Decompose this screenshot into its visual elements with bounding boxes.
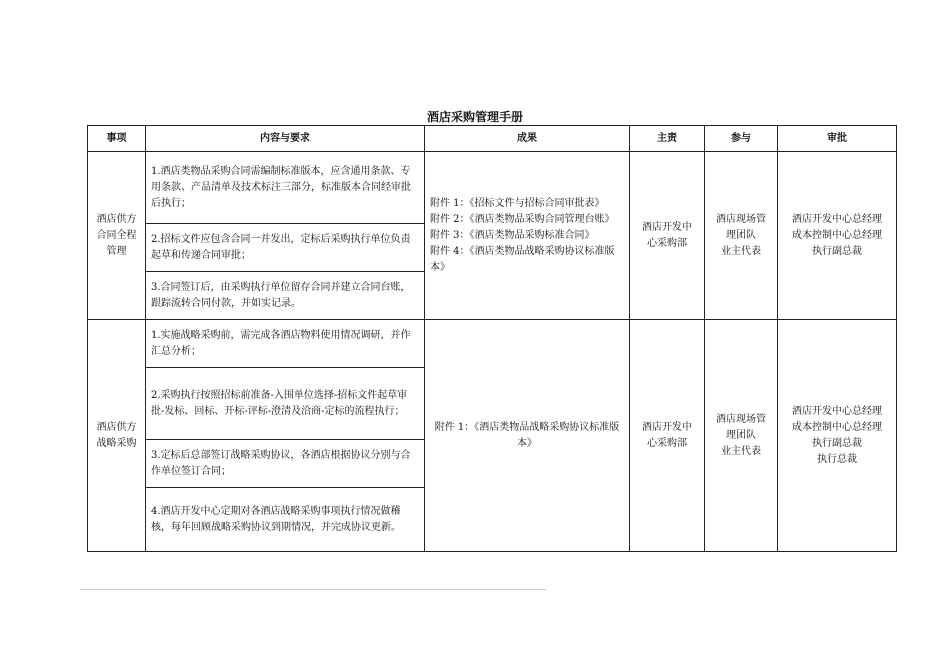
approval-line: 执行总裁: [817, 453, 857, 465]
header-content: 内容与要求: [146, 126, 425, 152]
page-title: 酒店采购管理手册: [426, 110, 523, 124]
table-row: [88, 320, 897, 368]
approval-line: 酒店开发中心总经理: [792, 405, 882, 417]
result-cell: 附件 1：《酒店类物品战略采购协议标准版本》: [425, 320, 630, 552]
requirement-cell: 1.酒店类物品采购合同需编制标准版本，应含通用条款、专用条款、产品清单及技术标注三部分，标准版本合同经审批后执行；: [146, 152, 425, 224]
participant-cell: [705, 152, 778, 320]
item-line: 战略采购: [96, 437, 137, 449]
participant-line: 酒店现场管: [716, 213, 766, 225]
owner-line: 酒店开发中: [642, 421, 692, 433]
requirement-cell: 4.酒店开发中心定期对各酒店战略采购事项执行情况做稽核，每年回顾战略采购协议到期情况，并完成协议更新。: [146, 488, 425, 552]
item-line: 管理: [106, 245, 127, 257]
participant-line: 酒店现场管: [716, 413, 766, 425]
header-result: 成果: [425, 126, 630, 152]
table-row: [88, 152, 897, 224]
participant-line: 业主代表: [721, 245, 761, 257]
requirement-cell: 2.采购执行按照招标前准备-入围单位选择-招标文件起草审批-发标、回标、开标-评标-澄清及洽商-定标的流程执行；: [146, 368, 425, 440]
header-approval: 审批: [778, 126, 897, 152]
attachment-entry: 附件 2：《酒店类物品采购合同管理台账》: [430, 213, 615, 225]
item-line: 酒店供方: [96, 213, 137, 225]
owner-line: 心采购部: [647, 237, 687, 249]
requirement-cell: 3.合同签订后，由采购执行单位留存合同并建立合同台账，跟踪流转合同付款，并如实记录。: [146, 272, 425, 320]
approval-cell: [778, 320, 897, 552]
attachment-entry: 附件 3：《酒店类物品采购标准合同》: [430, 229, 595, 241]
item-cell: [88, 320, 146, 552]
approval-cell: [778, 152, 897, 320]
header-row: [88, 126, 897, 152]
result-cell: [425, 152, 630, 320]
header-owner: 主责: [630, 126, 705, 152]
participant-line: 理团队: [726, 229, 756, 241]
attachment-entry: 附件 1：《招标文件与招标合同审批表》: [430, 197, 605, 209]
item-line: 合同全程: [96, 229, 137, 241]
requirement-cell: 1.实施战略采购前，需完成各酒店物料使用情况调研，并作汇总分析；: [146, 320, 425, 368]
owner-cell: [630, 320, 705, 552]
participant-cell: [705, 320, 778, 552]
item-cell: [88, 152, 146, 320]
approval-line: 成本控制中心总经理: [792, 421, 882, 433]
approval-line: 执行副总裁: [812, 245, 862, 257]
owner-cell: [630, 152, 705, 320]
owner-line: 心采购部: [647, 437, 687, 449]
requirement-cell: 2.招标文件应包含合同一并发出，定标后采购执行单位负责起草和传递合同审批；: [146, 224, 425, 272]
footer-divider: [80, 589, 546, 590]
header-item: 事项: [88, 126, 146, 152]
requirement-cell: 3.定标后总部签订战略采购协议，各酒店根据协议分别与合作单位签订合同；: [146, 440, 425, 488]
header-participant: 参与: [705, 126, 778, 152]
approval-line: 酒店开发中心总经理: [792, 213, 882, 225]
attachment-entry: 附件 4：《酒店类物品战略采购协议标准版本》: [430, 245, 615, 273]
participant-line: 业主代表: [721, 445, 761, 457]
item-line: 酒店供方: [96, 421, 137, 433]
procurement-table: [87, 125, 897, 552]
approval-line: 成本控制中心总经理: [792, 229, 882, 241]
participant-line: 理团队: [726, 429, 756, 441]
approval-line: 执行副总裁: [812, 437, 862, 449]
owner-line: 酒店开发中: [642, 221, 692, 233]
